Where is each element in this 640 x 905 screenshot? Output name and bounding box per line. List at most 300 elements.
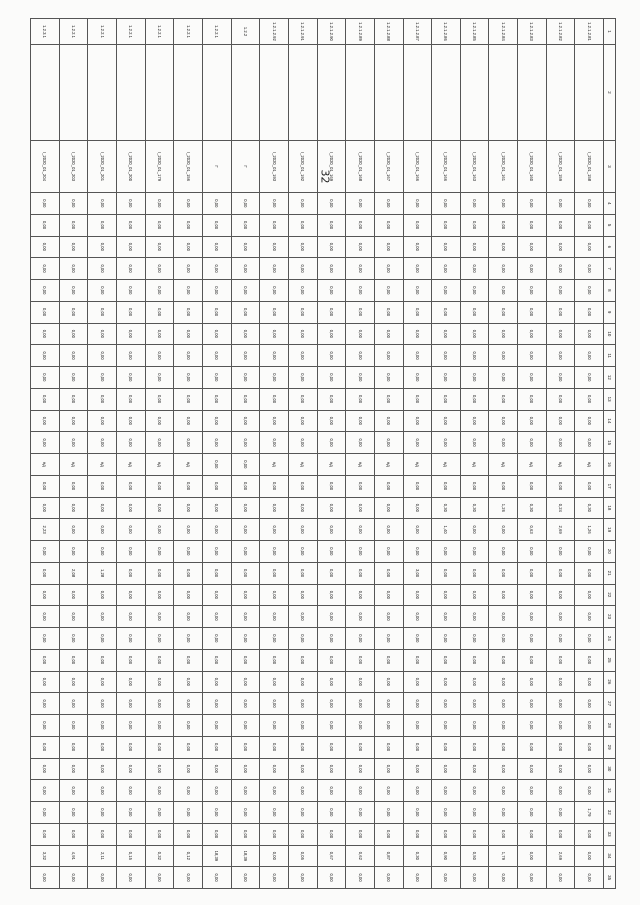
table-row <box>575 19 604 889</box>
value-cell: 0,00 <box>432 867 461 889</box>
value-cell: 0,00 <box>117 628 146 650</box>
value-cell: 0,00 <box>432 606 461 628</box>
value-cell: 0,00 <box>432 410 461 432</box>
column-header: 11 <box>604 345 616 367</box>
value-cell: 0,00 <box>88 323 117 345</box>
value-cell: 0,00 <box>403 584 432 606</box>
value-cell: 0,00 <box>203 780 232 802</box>
value-cell: 0,00 <box>145 323 174 345</box>
value-cell: нд <box>174 454 203 476</box>
row-description-cell <box>546 45 575 141</box>
value-cell: 0,00 <box>145 258 174 280</box>
value-cell: 0,00 <box>231 454 260 476</box>
value-cell: нд <box>31 454 60 476</box>
value-cell: 0,00 <box>460 541 489 563</box>
row-id-cell: Г <box>231 141 260 193</box>
table-row <box>145 19 174 889</box>
value-cell: 0,00 <box>203 345 232 367</box>
value-cell: 0,00 <box>575 345 604 367</box>
value-cell: 0,00 <box>317 193 346 215</box>
value-cell: 0,00 <box>88 258 117 280</box>
value-cell: 0,00 <box>374 562 403 584</box>
value-cell: 0,00 <box>518 475 547 497</box>
value-cell: 0,00 <box>231 432 260 454</box>
row-id-cell: I_2020_01_166 <box>403 141 432 193</box>
value-cell: 0,00 <box>88 432 117 454</box>
value-cell: 0,00 <box>145 867 174 889</box>
column-header: 24 <box>604 628 616 650</box>
table-row <box>288 19 317 889</box>
value-cell: 0,00 <box>203 823 232 845</box>
value-cell: 0,00 <box>174 802 203 824</box>
value-cell: 0,00 <box>374 345 403 367</box>
value-cell: 0,00 <box>260 214 289 236</box>
value-cell: 0,00 <box>546 432 575 454</box>
value-cell: 0,00 <box>460 367 489 389</box>
value-cell: 0,00 <box>432 214 461 236</box>
value-cell: 0,00 <box>88 584 117 606</box>
value-cell: 0,00 <box>432 715 461 737</box>
value-cell: 0,00 <box>317 715 346 737</box>
value-cell: 0,00 <box>374 715 403 737</box>
value-cell: 0,00 <box>518 584 547 606</box>
value-cell: 0,00 <box>518 214 547 236</box>
value-cell: 0,00 <box>518 280 547 302</box>
value-cell: 0,00 <box>460 780 489 802</box>
value-cell: 0,63 <box>518 519 547 541</box>
value-cell: нд <box>59 454 88 476</box>
value-cell: 0,00 <box>117 606 146 628</box>
value-cell: 0,00 <box>317 562 346 584</box>
value-cell: 0,00 <box>374 258 403 280</box>
value-cell: 0,30 <box>403 845 432 867</box>
value-cell: 0,00 <box>575 606 604 628</box>
value-cell: 0,00 <box>31 649 60 671</box>
row-id-cell: I_2020_01_163 <box>460 141 489 193</box>
value-cell: 0,00 <box>174 258 203 280</box>
value-cell: 0,00 <box>174 497 203 519</box>
value-cell: 0,00 <box>575 432 604 454</box>
value-cell: нд <box>432 454 461 476</box>
value-cell: 0,00 <box>59 606 88 628</box>
value-cell: 0,00 <box>518 410 547 432</box>
value-cell: 0,00 <box>117 562 146 584</box>
value-cell: 0,00 <box>374 584 403 606</box>
value-cell: 0,00 <box>432 671 461 693</box>
value-cell: 0,00 <box>88 671 117 693</box>
value-cell: 0,00 <box>460 236 489 258</box>
table-row <box>346 19 375 889</box>
value-cell: 0,00 <box>88 497 117 519</box>
value-cell: 0,00 <box>288 367 317 389</box>
value-cell: 0,00 <box>374 823 403 845</box>
value-cell: 0,00 <box>575 736 604 758</box>
value-cell: 0,00 <box>403 671 432 693</box>
column-header: 35 <box>604 867 616 889</box>
value-cell: 0,15 <box>117 845 146 867</box>
value-cell: 0,00 <box>575 715 604 737</box>
value-cell: 0,00 <box>460 410 489 432</box>
value-cell: 0,00 <box>288 693 317 715</box>
value-cell: 0,00 <box>432 345 461 367</box>
value-cell: 0,00 <box>88 280 117 302</box>
row-id-cell: I_2020_01_166 <box>432 141 461 193</box>
value-cell: 0,00 <box>460 758 489 780</box>
value-cell: 0,00 <box>489 193 518 215</box>
value-cell: 0,00 <box>489 606 518 628</box>
value-cell: 0,00 <box>145 671 174 693</box>
table-row <box>88 19 117 889</box>
value-cell: 3,00 <box>403 562 432 584</box>
row-id-cell: I_2020_01_159 <box>546 141 575 193</box>
value-cell: 0,00 <box>489 780 518 802</box>
value-cell: 0,00 <box>203 671 232 693</box>
value-cell: 0,00 <box>31 693 60 715</box>
value-cell: 0,00 <box>288 562 317 584</box>
value-cell: 0,00 <box>546 823 575 845</box>
value-cell: 0,00 <box>174 410 203 432</box>
value-cell: 0,00 <box>346 410 375 432</box>
value-cell: 0,00 <box>145 475 174 497</box>
value-cell: 0,00 <box>374 432 403 454</box>
value-cell: 0,00 <box>374 323 403 345</box>
value-cell: 0,00 <box>88 475 117 497</box>
value-cell: 0,00 <box>174 519 203 541</box>
value-cell: 0,00 <box>317 736 346 758</box>
value-cell: 0,00 <box>288 345 317 367</box>
value-cell: 0,00 <box>489 628 518 650</box>
value-cell: 0,00 <box>288 432 317 454</box>
value-cell: 0,00 <box>518 541 547 563</box>
column-header: 6 <box>604 236 616 258</box>
value-cell: 0,00 <box>374 280 403 302</box>
value-cell: 0,00 <box>403 193 432 215</box>
value-cell: 0,00 <box>117 671 146 693</box>
table-row <box>117 19 146 889</box>
row-description-cell <box>231 45 260 141</box>
value-cell: 0,30 <box>518 497 547 519</box>
row-id-cell: I_2020_01_169 <box>317 141 346 193</box>
row-id-cell: I_2020_01_156 <box>174 141 203 193</box>
table-row <box>374 19 403 889</box>
value-cell: 0,24 <box>546 497 575 519</box>
value-cell: 0,00 <box>203 280 232 302</box>
value-cell: 0,00 <box>59 236 88 258</box>
value-cell: 0,00 <box>432 280 461 302</box>
value-cell: 0,00 <box>231 562 260 584</box>
value-cell: 0,00 <box>203 301 232 323</box>
value-cell: 0,00 <box>346 323 375 345</box>
value-cell: 0,00 <box>203 432 232 454</box>
column-header: 12 <box>604 367 616 389</box>
value-cell: 0,00 <box>59 323 88 345</box>
value-cell: 0,00 <box>518 628 547 650</box>
row-id-cell: I_2020_01_160 <box>518 141 547 193</box>
value-cell: 0,00 <box>403 823 432 845</box>
value-cell: 0,00 <box>432 236 461 258</box>
value-cell: 0,00 <box>317 367 346 389</box>
value-cell: 0,00 <box>575 410 604 432</box>
row-code-cell: 1.2.2.1 <box>203 19 232 45</box>
value-cell: 0,00 <box>346 671 375 693</box>
value-cell: 0,00 <box>460 715 489 737</box>
value-cell: 0,00 <box>374 388 403 410</box>
value-cell: 0,00 <box>174 671 203 693</box>
value-cell: нд <box>374 454 403 476</box>
value-cell: 0,00 <box>346 193 375 215</box>
value-cell: 0,00 <box>31 388 60 410</box>
row-description-cell <box>88 45 117 141</box>
value-cell: нд <box>145 454 174 476</box>
value-cell: 0,00 <box>59 475 88 497</box>
value-cell: 0,00 <box>546 345 575 367</box>
row-code-cell: 1.2.1.2.85 <box>460 19 489 45</box>
row-code-cell: 1.2.1.2.91 <box>288 19 317 45</box>
value-cell: 0,00 <box>403 280 432 302</box>
value-cell: 0,00 <box>346 280 375 302</box>
row-code-cell: 1.2.2 <box>231 19 260 45</box>
value-cell: 0,00 <box>518 823 547 845</box>
column-header: 23 <box>604 606 616 628</box>
value-cell: 0,00 <box>489 367 518 389</box>
value-cell: 0,00 <box>31 584 60 606</box>
value-cell: 0,00 <box>460 802 489 824</box>
value-cell: 0,00 <box>288 323 317 345</box>
value-cell: 0,50 <box>460 845 489 867</box>
value-cell: 0,00 <box>346 758 375 780</box>
value-cell: 18,39 <box>203 845 232 867</box>
value-cell: 0,00 <box>260 780 289 802</box>
value-cell: 0,00 <box>489 715 518 737</box>
value-cell: 0,00 <box>145 562 174 584</box>
value-cell: 0,00 <box>288 541 317 563</box>
row-description-cell <box>317 45 346 141</box>
value-cell: 0,32 <box>145 845 174 867</box>
value-cell: 0,00 <box>346 541 375 563</box>
value-cell: 0,00 <box>203 606 232 628</box>
value-cell: 0,00 <box>489 584 518 606</box>
value-cell: 0,00 <box>317 236 346 258</box>
value-cell: 0,00 <box>88 410 117 432</box>
value-cell: 0,00 <box>575 780 604 802</box>
value-cell: 0,00 <box>59 541 88 563</box>
value-cell: 0,00 <box>231 388 260 410</box>
value-cell: 0,00 <box>288 584 317 606</box>
value-cell: 0,00 <box>231 758 260 780</box>
value-cell: 0,00 <box>59 301 88 323</box>
value-cell: 0,00 <box>203 541 232 563</box>
value-cell: 0,00 <box>145 388 174 410</box>
row-description-cell <box>460 45 489 141</box>
value-cell: 0,00 <box>117 693 146 715</box>
value-cell: 0,00 <box>546 606 575 628</box>
value-cell: 0,00 <box>432 802 461 824</box>
value-cell: нд <box>575 454 604 476</box>
value-cell: 0,00 <box>518 715 547 737</box>
table-row <box>31 19 60 889</box>
row-code-cell: 1.2.2.1 <box>59 19 88 45</box>
column-header: 16 <box>604 454 616 476</box>
value-cell: 0,00 <box>231 671 260 693</box>
value-cell: 0,00 <box>231 345 260 367</box>
value-cell: 0,00 <box>88 736 117 758</box>
value-cell: 0,00 <box>260 323 289 345</box>
value-cell: 0,00 <box>403 519 432 541</box>
value-cell: 0,00 <box>203 454 232 476</box>
value-cell: 0,00 <box>145 301 174 323</box>
value-cell: 0,00 <box>174 323 203 345</box>
value-cell: 0,00 <box>575 388 604 410</box>
row-code-cell: 1.2.1.2.81 <box>575 19 604 45</box>
value-cell: 0,00 <box>460 345 489 367</box>
value-cell: 0,00 <box>575 236 604 258</box>
value-cell: 0,00 <box>117 867 146 889</box>
value-cell: 0,00 <box>403 301 432 323</box>
value-cell: 0,00 <box>260 693 289 715</box>
column-header: 34 <box>604 845 616 867</box>
value-cell: 0,00 <box>575 823 604 845</box>
value-cell: 0,00 <box>59 497 88 519</box>
value-cell: 0,00 <box>518 758 547 780</box>
value-cell: 0,00 <box>231 584 260 606</box>
row-code-cell: 1.2.2.1 <box>174 19 203 45</box>
value-cell: 0,00 <box>288 301 317 323</box>
value-cell: 0,00 <box>288 715 317 737</box>
value-cell: 0,00 <box>403 715 432 737</box>
value-cell: 0,00 <box>260 628 289 650</box>
value-cell: 0,00 <box>546 367 575 389</box>
value-cell: 0,00 <box>575 541 604 563</box>
value-cell: 0,00 <box>346 301 375 323</box>
value-cell: 0,00 <box>374 736 403 758</box>
value-cell: 0,00 <box>117 823 146 845</box>
value-cell: 0,00 <box>31 280 60 302</box>
value-cell: 0,00 <box>346 649 375 671</box>
value-cell: 0,00 <box>145 715 174 737</box>
value-cell: 0,00 <box>432 193 461 215</box>
value-cell: 0,00 <box>518 193 547 215</box>
value-cell: 0,00 <box>31 258 60 280</box>
value-cell: 0,00 <box>518 671 547 693</box>
value-cell: 0,00 <box>117 802 146 824</box>
value-cell: 2,69 <box>546 519 575 541</box>
value-cell: 0,00 <box>317 301 346 323</box>
value-cell: 0,00 <box>288 671 317 693</box>
value-cell: 0,00 <box>203 323 232 345</box>
value-cell: 0,00 <box>31 410 60 432</box>
value-cell: 0,00 <box>317 867 346 889</box>
value-cell: 0,00 <box>432 388 461 410</box>
value-cell: 0,00 <box>231 497 260 519</box>
value-cell: 0,00 <box>59 258 88 280</box>
value-cell: 0,00 <box>518 693 547 715</box>
value-cell: 0,00 <box>546 736 575 758</box>
value-cell: 0,00 <box>88 301 117 323</box>
value-cell: 0,00 <box>374 193 403 215</box>
value-cell: 0,00 <box>288 649 317 671</box>
value-cell: 0,00 <box>203 214 232 236</box>
value-cell: 0,00 <box>403 758 432 780</box>
value-cell: 0,00 <box>203 758 232 780</box>
table-row <box>546 19 575 889</box>
value-cell: 0,00 <box>489 519 518 541</box>
value-cell: 0,00 <box>31 345 60 367</box>
row-description-cell <box>432 45 461 141</box>
value-cell: 0,00 <box>403 388 432 410</box>
value-cell: 0,00 <box>260 301 289 323</box>
value-cell: 0,00 <box>260 519 289 541</box>
value-cell: 0,00 <box>489 541 518 563</box>
value-cell: 0,00 <box>288 628 317 650</box>
value-cell: 0,00 <box>88 193 117 215</box>
value-cell: 0,00 <box>489 388 518 410</box>
value-cell: 0,00 <box>489 236 518 258</box>
value-cell: 0,00 <box>59 823 88 845</box>
value-cell: 0,00 <box>575 367 604 389</box>
value-cell: 0,00 <box>546 715 575 737</box>
page-number: 32 <box>318 169 332 184</box>
value-cell: 0,00 <box>203 562 232 584</box>
value-cell: 0,00 <box>575 693 604 715</box>
value-cell: 0,00 <box>231 410 260 432</box>
value-cell: 0,00 <box>288 606 317 628</box>
value-cell: 0,00 <box>346 867 375 889</box>
value-cell: 0,00 <box>460 388 489 410</box>
value-cell: 0,00 <box>31 736 60 758</box>
value-cell: 0,00 <box>546 323 575 345</box>
value-cell: 0,00 <box>174 649 203 671</box>
row-id-cell: I_2020_01_192 <box>288 141 317 193</box>
value-cell: 0,90 <box>432 845 461 867</box>
column-header: 4 <box>604 193 616 215</box>
value-cell: 0,00 <box>288 193 317 215</box>
value-cell: 0,00 <box>460 214 489 236</box>
value-cell: 0,00 <box>88 758 117 780</box>
value-cell: 0,00 <box>432 693 461 715</box>
value-cell: 0,00 <box>460 823 489 845</box>
value-cell: 0,00 <box>260 388 289 410</box>
value-cell: 0,00 <box>203 497 232 519</box>
value-cell: 0,00 <box>518 323 547 345</box>
value-cell: 0,00 <box>145 432 174 454</box>
column-header: 14 <box>604 410 616 432</box>
value-cell: 0,00 <box>117 584 146 606</box>
value-cell: 2,08 <box>59 562 88 584</box>
table-row <box>231 19 260 889</box>
value-cell: 0,00 <box>174 715 203 737</box>
value-cell: 0,00 <box>489 671 518 693</box>
row-code-cell: 1.2.1.2.84 <box>489 19 518 45</box>
value-cell: 0,00 <box>374 214 403 236</box>
value-cell: 0,00 <box>145 214 174 236</box>
value-cell: 0,00 <box>31 628 60 650</box>
value-cell: 0,00 <box>203 802 232 824</box>
column-header: 17 <box>604 475 616 497</box>
value-cell: 0,00 <box>260 802 289 824</box>
value-cell: 0,00 <box>288 802 317 824</box>
value-cell: 0,00 <box>31 780 60 802</box>
value-cell: 0,00 <box>59 758 88 780</box>
column-header: 5 <box>604 214 616 236</box>
value-cell: 0,00 <box>317 410 346 432</box>
value-cell: 0,00 <box>288 214 317 236</box>
row-description-cell <box>288 45 317 141</box>
value-cell: 3,32 <box>31 845 60 867</box>
value-cell: 1,28 <box>88 562 117 584</box>
value-cell: 0,00 <box>346 497 375 519</box>
value-cell: 0,00 <box>317 823 346 845</box>
value-cell: 0,00 <box>546 671 575 693</box>
